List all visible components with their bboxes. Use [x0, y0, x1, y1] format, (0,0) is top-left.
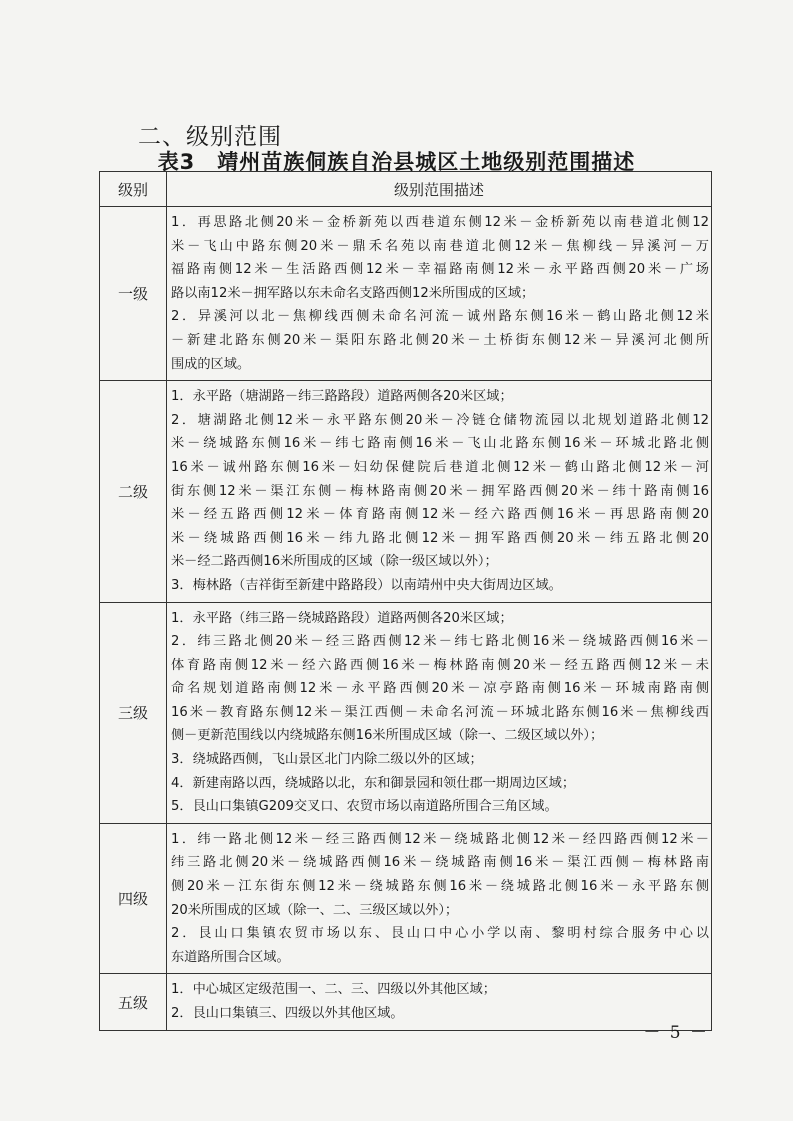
- grade-cell: 一级: [100, 207, 167, 381]
- description-line: 1．永平路（纬三路－绕城路路段）道路两侧各20米区域；: [171, 610, 513, 626]
- grade-cell: 四级: [100, 823, 167, 974]
- description-line: 米－经二路西侧16米所围成的区域（除一级区域以外）；: [171, 554, 498, 570]
- description-line: 20米所围成的区域（除一、二、三级区域以外）；: [171, 902, 459, 918]
- description-line: 福路南侧12米－生活路西侧12米－幸福路南侧12米－永平路西侧20米－广场: [171, 262, 709, 278]
- description-cell: [167, 381, 712, 602]
- description-line: 围成的区域。: [171, 356, 251, 372]
- description-line: 米－飞山中路东侧20米－鼎禾名苑以南巷道北侧12米－焦柳线－异溪河－万: [171, 238, 709, 254]
- description-cell: [167, 974, 712, 1030]
- table-header-row: [100, 172, 712, 207]
- description-line: 2．塘湖路北侧12米－永平路东侧20米－冷链仓储物流园以北规划道路北侧12: [171, 412, 709, 428]
- description-line: 1．再思路北侧20米－金桥新苑以西巷道东侧12米－金桥新苑以南巷道北侧12: [171, 215, 709, 230]
- grade-cell: 五级: [100, 974, 167, 1030]
- description-line: 2．纬三路北侧20米－经三路西侧12米－纬七路北侧16米－绕城路西侧16米－: [171, 634, 709, 650]
- description-cell: [167, 823, 712, 974]
- description-line: 3．绕城路西侧，飞山景区北门内除二级以外的区域；: [171, 752, 483, 768]
- description-line: 4．新建南路以西，绕城路以北，东和御景园和领仕郡一期周边区域；: [171, 775, 576, 791]
- header-grade: 级别: [100, 172, 167, 207]
- page-number: － 5 －: [643, 1023, 709, 1043]
- header-description: 级别范围描述: [167, 172, 712, 207]
- table-row: [100, 207, 712, 381]
- description-line: 命名规划道路南侧12米－永平路西侧20米－凉亭路南侧16米－环城南路南侧: [171, 681, 709, 697]
- description-line: 16米－教育路东侧12米－渠江西侧－未命名河流－环城北路东侧16米－焦柳线西: [171, 704, 709, 720]
- description-line: 2．异溪河以北－焦柳线西侧未命名河流－诚州路东侧16米－鹤山路北侧12米: [171, 309, 709, 325]
- description-line: 3．梅林路（吉祥街至新建中路路段）以南靖州中央大街周边区域。: [171, 577, 562, 593]
- grade-cell: 二级: [100, 381, 167, 602]
- description-line: 侧－更新范围线以内绕城路东侧16米所围成区域（除一、二级区域以外）；: [171, 728, 604, 744]
- land-grade-table: [99, 171, 712, 1031]
- description-line: 1．永平路（塘湖路－纬三路路段）道路两侧各20米区域；: [171, 389, 513, 405]
- description-line: 体育路南侧12米－经六路西侧16米－梅林路南侧20米－经五路西侧12米－未: [171, 657, 709, 673]
- description-line: 侧20米－江东街东侧12米－绕城路东侧16米－绕城路北侧16米－永平路东侧: [171, 879, 709, 895]
- grade-cell: 三级: [100, 602, 167, 823]
- table-body: [100, 207, 712, 1031]
- description-line: 1．纬一路北侧12米－经三路西侧12米－绕城路北侧12米－经四路西侧12米－: [171, 831, 709, 847]
- description-line: －新建北路东侧20米－渠阳东路北侧20米－土桥街东侧12米－异溪河北侧所: [171, 332, 709, 348]
- description-line: 米－绕城路东侧16米－纬七路南侧16米－飞山北路东侧16米－环城北路北侧: [171, 436, 709, 452]
- description-cell: [167, 602, 712, 823]
- description-line: 米－经五路西侧12米－体育路南侧12米－经六路西侧16米－再思路南侧20: [171, 507, 709, 523]
- description-line: 东道路所围合区域。: [171, 949, 290, 965]
- section-heading: 二、级别范围: [138, 124, 282, 150]
- description-line: 2．艮山口集镇农贸市场以东、艮山口中心小学以南、黎明村综合服务中心以: [171, 926, 709, 942]
- table-row: [100, 381, 712, 602]
- table-title: 表3 靖州苗族侗族自治县城区土地级别范围描述: [157, 150, 636, 174]
- description-line: 5．艮山口集镇G209交叉口、农贸市场以南道路所围合三角区域。: [171, 799, 558, 815]
- description-line: 米－绕城路西侧16米－纬九路北侧12米－拥军路西侧20米－纬五路北侧20: [171, 530, 709, 546]
- description-line: 路以南12米－拥军路以东未命名支路西侧12米所围成的区域；: [171, 285, 535, 301]
- description-line: 1．中心城区定级范围一、二、三、四级以外其他区域；: [171, 982, 496, 998]
- table-row: [100, 823, 712, 974]
- table-row: [100, 602, 712, 823]
- table-row: [100, 974, 712, 1030]
- description-line: 街东侧12米－渠江东侧－梅林路南侧20米－拥军路西侧20米－纬十路南侧16: [171, 483, 709, 499]
- description-line: 16米－诚州路东侧16米－妇幼保健院后巷道北侧12米－鹤山路北侧12米－河: [171, 459, 709, 475]
- description-line: 2．艮山口集镇三、四级以外其他区域。: [171, 1006, 404, 1021]
- description-cell: [167, 207, 712, 381]
- description-line: 纬三路北侧20米－绕城路西侧16米－绕城路南侧16米－渠江西侧－梅林路南: [171, 855, 709, 871]
